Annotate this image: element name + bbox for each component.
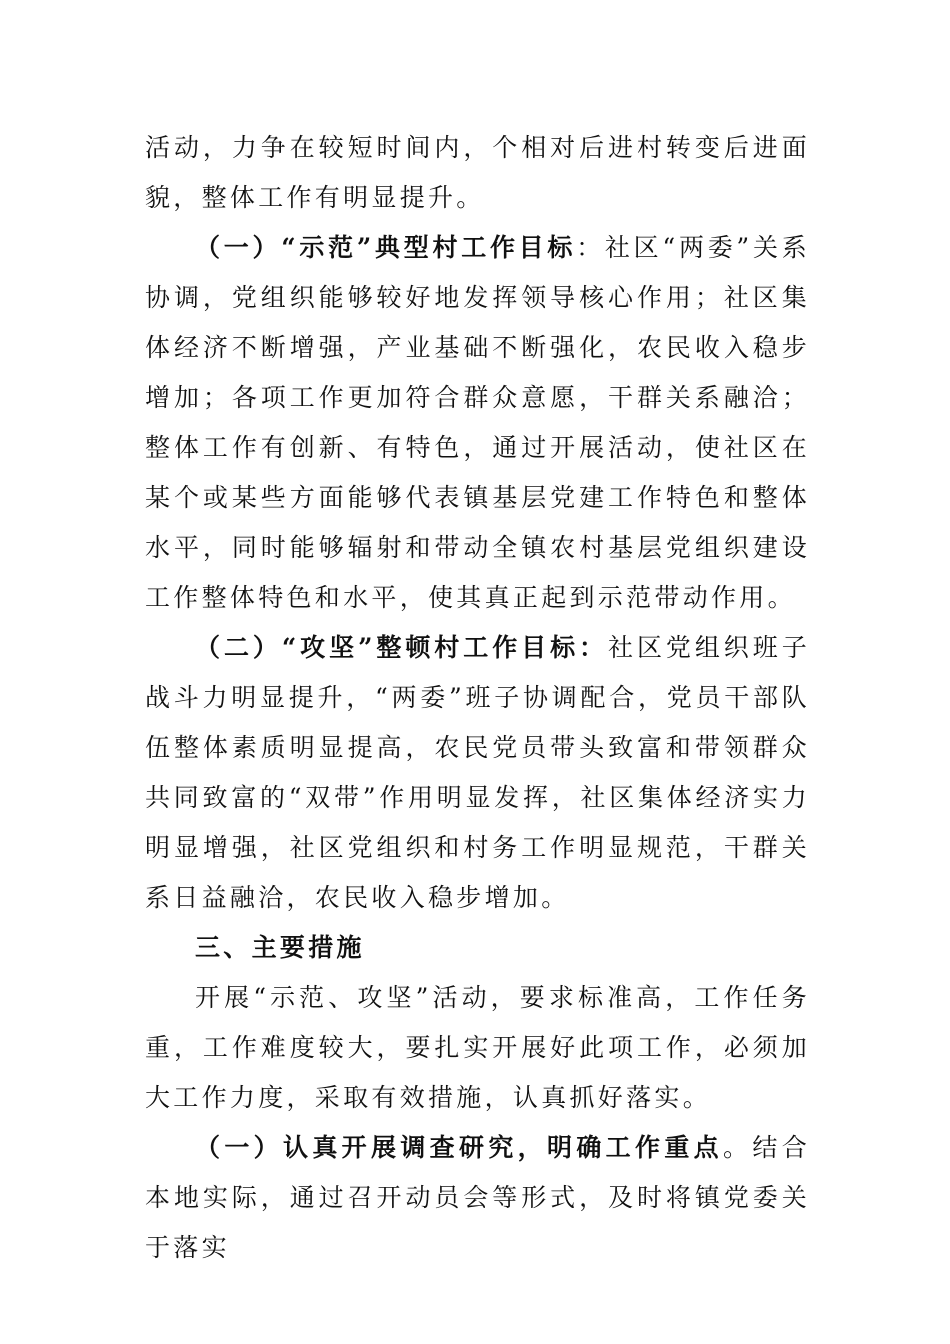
paragraph-text: 活动，力争在较短时间内，个相对后进村转变后进面貌，整体工作有明显提升。 <box>145 133 810 212</box>
section-heading: 三、主要措施 <box>195 933 365 962</box>
paragraph-lead: （一）“示范”典型村工作目标 <box>195 233 577 262</box>
paragraph-text: ：社区“两委”关系协调，党组织能够较好地发挥领导核心作用；社区集体经济不断增强，产业基础不断强化，农民收入稳步增加；各项工作更加符合群众意愿，干群关系融洽；整体工作有创新、有特色，通过开展活动，使社区在某个或某些方面能够代表镇基层党建工作特色和整体水平，同时能够辐射和带动全镇农村基层党组织建设工作整体特色和水平，使其真正起到示范带动作用。 <box>145 233 811 612</box>
paragraph-measures-intro <box>145 973 810 1123</box>
paragraph-research <box>145 1123 810 1273</box>
paragraph-text: 社区党组织班子战斗力明显提升，“两委”班子协调配合，党员干部队伍整体素质明显提高，农民党员带头致富和带领群众共同致富的“双带”作用明显发挥，社区集体经济实力明显增强，社区党组织和村务工作明显规范，干群关系日益融洽，农民收入稳步增加。 <box>145 633 810 912</box>
paragraph-lead: （二）“攻坚”整顿村工作目标： <box>195 633 608 662</box>
document-body <box>145 123 810 1273</box>
paragraph-continuation <box>145 123 810 223</box>
paragraph-demo-village-goal <box>145 223 810 623</box>
paragraph-text: 开展“示范、攻坚”活动，要求标准高，工作任务重，工作难度较大，要扎实开展好此项工作，必须加大工作力度，采取有效措施，认真抓好落实。 <box>145 983 810 1112</box>
paragraph-text: 。结合本地实际，通过召开动员会等形式，及时将镇党委关于落实 <box>145 1133 811 1262</box>
paragraph-rectify-village-goal <box>145 623 810 923</box>
paragraph-lead: （一）认真开展调查研究，明确工作重点 <box>195 1133 724 1162</box>
